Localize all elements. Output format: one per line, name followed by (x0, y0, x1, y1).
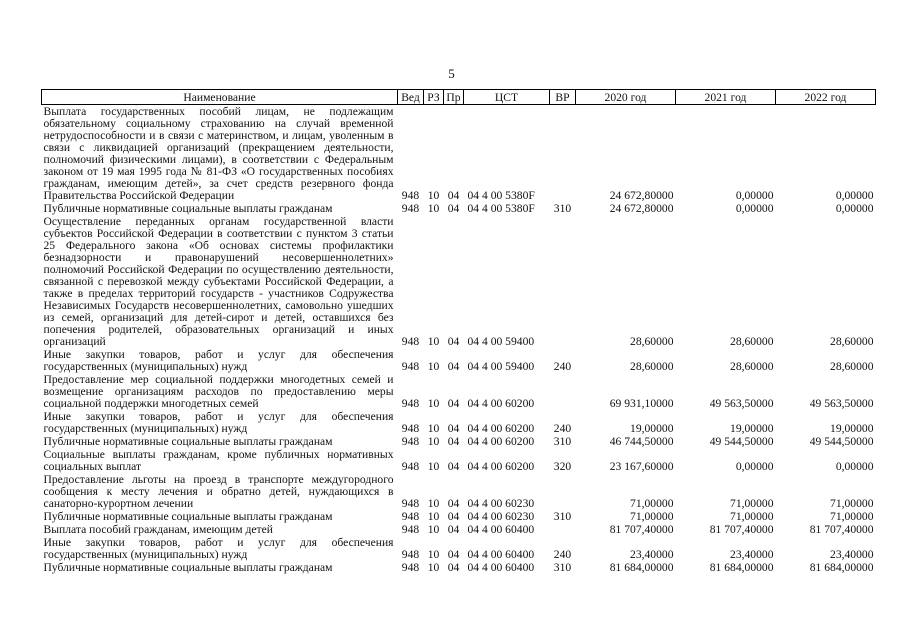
table-row (42, 473, 876, 510)
row-amount-2020: 28,60000 (630, 335, 674, 348)
row-amount-2022: 81 707,40000 (809, 523, 874, 536)
row-amount-2022: 23,40000 (830, 548, 874, 561)
row-amount-2022: 49 544,50000 (809, 435, 874, 448)
row-rz: 10 (427, 548, 440, 561)
row-rz: 10 (427, 523, 440, 536)
row-rz: 10 (427, 510, 440, 523)
row-pr: 04 (447, 497, 460, 510)
table-row (42, 215, 876, 348)
row-rz: 10 (427, 422, 440, 435)
row-pr: 04 (447, 510, 460, 523)
table-row (42, 373, 876, 410)
row-amount-2021: 0,00000 (735, 460, 774, 473)
row-rz: 10 (427, 497, 440, 510)
row-amount-2021: 0,00000 (735, 202, 774, 215)
row-amount-2021: 49 563,50000 (709, 397, 774, 410)
row-pr: 04 (447, 397, 460, 410)
header-rz: РЗ (424, 90, 444, 105)
row-vr: 240 (553, 548, 572, 561)
page-number: 5 (448, 66, 455, 81)
table-row (42, 435, 876, 448)
row-cst: 04 4 00 60200 (467, 435, 535, 448)
row-amount-2022: 71,00000 (830, 510, 874, 523)
row-vr (550, 523, 576, 536)
row-amount-2021: 19,00000 (730, 422, 774, 435)
row-ved: 948 (401, 548, 420, 561)
row-ved: 948 (401, 189, 420, 202)
row-amount-2021: 71,00000 (730, 510, 774, 523)
row-ved: 948 (401, 202, 420, 215)
row-rz: 10 (427, 189, 440, 202)
row-pr: 04 (447, 202, 460, 215)
row-name: Осуществление переданных органам государственной власти субъектов Российской Федерации в соответствии с пунктом 3 статьи 25 Федерального закона «Об основах системы профилактики безнадзорности и правонарушений несовершеннолетних» полномочий Российской Федерации по осуществлению деятельности, связанной с перевозкой между субъектами Российской Федерации, а также в пределах территорий государств - участников Содружества Независимых Государств несовершеннолетних, самовольно ушедших из семей, организаций для детей-сирот и детей, оставшихся без попечения родителей, образовательных организаций и иных организаций (43, 215, 394, 348)
row-ved: 948 (401, 523, 420, 536)
row-vr (550, 373, 576, 410)
row-amount-2022: 49 563,50000 (809, 397, 874, 410)
row-name: Предоставление мер социальной поддержки многодетных семей и возмещение организациям расходов по предоставлению меры социальной поддержки многодетных семей (43, 373, 394, 410)
header-ved: Вед (398, 90, 424, 105)
row-name: Выплата пособий гражданам, имеющим детей (43, 523, 273, 536)
row-vr (550, 473, 576, 510)
row-vr (550, 105, 576, 203)
header-year-2021: 2021 год (676, 90, 776, 105)
row-vr: 320 (553, 460, 572, 473)
row-cst: 04 4 00 60200 (467, 397, 535, 410)
row-amount-2021: 49 544,50000 (709, 435, 774, 448)
row-pr: 04 (447, 189, 460, 202)
row-vr: 240 (553, 360, 572, 373)
row-ved: 948 (401, 460, 420, 473)
header-name: Наименование (42, 90, 398, 105)
row-ved: 948 (401, 360, 420, 373)
row-amount-2022: 28,60000 (830, 360, 874, 373)
row-amount-2020: 46 744,50000 (609, 435, 674, 448)
row-ved: 948 (401, 435, 420, 448)
row-ved: 948 (401, 497, 420, 510)
row-amount-2020: 23 167,60000 (609, 460, 674, 473)
row-rz: 10 (427, 397, 440, 410)
row-name: Выплата государственных пособий лицам, не подлежащим обязательному социальному страхованию на случай временной нетрудоспособности и в связи с материнством, и лицам, уволенным в связи с ликвидацией организаций (прекращением деятельности, полномочий физическими лицами), в соответствии с Федеральным законом от 19 мая 1995 года № 81-ФЗ «О государственных пособиях гражданам, имеющим детей», за счет средств резервного фонда Правительства Российской Федерации (43, 105, 394, 202)
row-cst: 04 4 00 60230 (467, 510, 535, 523)
row-ved: 948 (401, 561, 420, 574)
row-ved: 948 (401, 422, 420, 435)
row-amount-2021: 71,00000 (730, 497, 774, 510)
header-cst: ЦСТ (464, 90, 550, 105)
row-cst: 04 4 00 60230 (467, 497, 535, 510)
row-amount-2021: 28,60000 (730, 360, 774, 373)
row-pr: 04 (447, 435, 460, 448)
row-cst: 04 4 00 5380F (467, 202, 535, 215)
row-vr: 310 (553, 510, 572, 523)
row-ved: 948 (401, 335, 420, 348)
row-rz: 10 (427, 335, 440, 348)
table-row (42, 448, 876, 473)
row-name: Публичные нормативные социальные выплаты гражданам (43, 561, 333, 574)
row-cst: 04 4 00 60400 (467, 548, 535, 561)
row-amount-2022: 19,00000 (830, 422, 874, 435)
row-rz: 10 (427, 202, 440, 215)
row-cst: 04 4 00 60200 (467, 460, 535, 473)
table-row (42, 348, 876, 373)
row-amount-2022: 71,00000 (830, 497, 874, 510)
row-rz: 10 (427, 561, 440, 574)
row-amount-2021: 81 684,00000 (709, 561, 774, 574)
row-pr: 04 (447, 360, 460, 373)
row-name: Предоставление льготы на проезд в транспорте междугородного сообщения к месту лечения и обратно детей, нуждающихся в санаторно-курортном лечении (43, 473, 394, 510)
header-pr: Пр (444, 90, 464, 105)
row-vr: 310 (553, 202, 572, 215)
row-pr: 04 (447, 422, 460, 435)
row-amount-2020: 23,40000 (630, 548, 674, 561)
table-row (42, 523, 876, 536)
row-amount-2020: 81 707,40000 (609, 523, 674, 536)
row-pr: 04 (447, 460, 460, 473)
row-cst: 04 4 00 5380F (467, 189, 535, 202)
row-vr: 240 (553, 422, 572, 435)
header-year-2022: 2022 год (776, 90, 876, 105)
row-name: Иные закупки товаров, работ и услуг для обеспечения государственных (муниципальных) нужд (43, 348, 394, 373)
row-rz: 10 (427, 360, 440, 373)
row-amount-2022: 0,00000 (835, 460, 874, 473)
row-ved: 948 (401, 397, 420, 410)
row-cst: 04 4 00 60400 (467, 523, 535, 536)
row-pr: 04 (447, 523, 460, 536)
header-vr: ВР (550, 90, 576, 105)
table-row (42, 510, 876, 523)
row-cst: 04 4 00 60200 (467, 422, 535, 435)
table-row (42, 105, 876, 203)
table-row (42, 202, 876, 215)
row-name: Иные закупки товаров, работ и услуг для обеспечения государственных (муниципальных) нужд (43, 536, 394, 561)
row-vr: 310 (553, 561, 572, 574)
row-amount-2020: 71,00000 (630, 510, 674, 523)
budget-table (41, 89, 876, 574)
header-year-2020: 2020 год (576, 90, 676, 105)
row-amount-2022: 28,60000 (830, 335, 874, 348)
table-row (42, 561, 876, 574)
row-amount-2020: 69 931,10000 (609, 397, 674, 410)
row-amount-2022: 81 684,00000 (809, 561, 874, 574)
row-vr: 310 (553, 435, 572, 448)
row-cst: 04 4 00 60400 (467, 561, 535, 574)
row-amount-2020: 19,00000 (630, 422, 674, 435)
row-vr (550, 215, 576, 348)
row-name: Публичные нормативные социальные выплаты гражданам (43, 202, 333, 215)
row-amount-2022: 0,00000 (835, 189, 874, 202)
row-pr: 04 (447, 335, 460, 348)
row-amount-2020: 71,00000 (630, 497, 674, 510)
row-amount-2020: 24 672,80000 (609, 202, 674, 215)
row-pr: 04 (447, 561, 460, 574)
row-name: Публичные нормативные социальные выплаты гражданам (43, 510, 333, 523)
row-cst: 04 4 00 59400 (467, 335, 535, 348)
table-header-row (42, 90, 876, 105)
row-amount-2020: 28,60000 (630, 360, 674, 373)
row-amount-2021: 28,60000 (730, 335, 774, 348)
row-name: Публичные нормативные социальные выплаты гражданам (43, 435, 333, 448)
table-row (42, 410, 876, 435)
row-name: Социальные выплаты гражданам, кроме публичных нормативных социальных выплат (43, 448, 394, 473)
row-cst: 04 4 00 59400 (467, 360, 535, 373)
row-amount-2021: 0,00000 (735, 189, 774, 202)
row-amount-2022: 0,00000 (835, 202, 874, 215)
row-amount-2020: 24 672,80000 (609, 189, 674, 202)
row-rz: 10 (427, 435, 440, 448)
row-ved: 948 (401, 510, 420, 523)
row-rz: 10 (427, 460, 440, 473)
row-name: Иные закупки товаров, работ и услуг для обеспечения государственных (муниципальных) нужд (43, 410, 394, 435)
row-pr: 04 (447, 548, 460, 561)
row-amount-2021: 81 707,40000 (709, 523, 774, 536)
row-amount-2021: 23,40000 (730, 548, 774, 561)
table-row (42, 536, 876, 561)
row-amount-2020: 81 684,00000 (609, 561, 674, 574)
